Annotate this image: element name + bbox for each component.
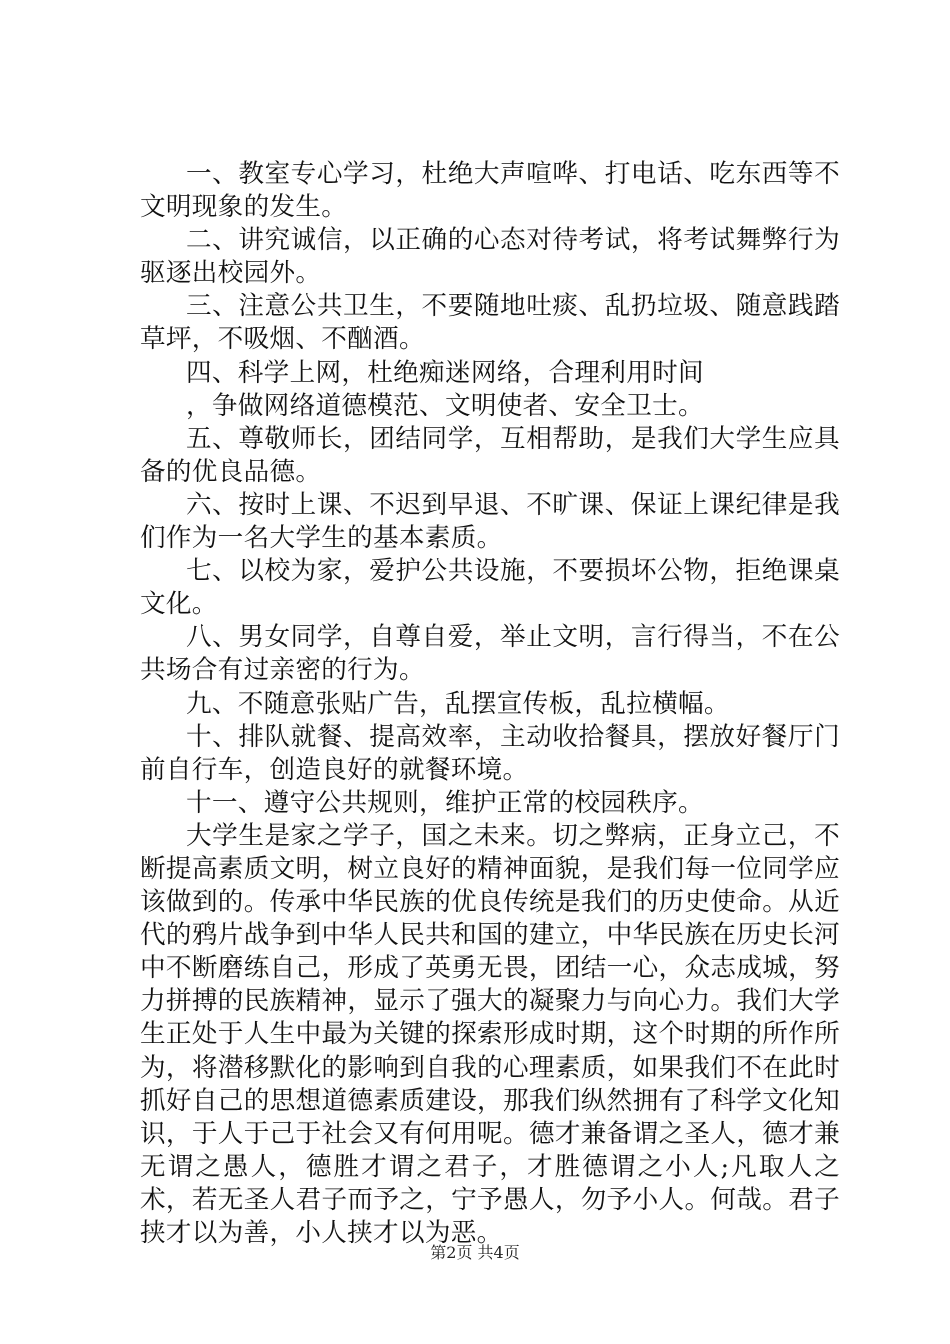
paragraph-rule-5: 五、尊敬师长，团结同学，互相帮助，是我们大学生应具备的优良品德。: [140, 423, 840, 487]
paragraph-rule-2: 二、讲究诚信，以正确的心态对待考试，将考试舞弊行为驱逐出校园外。: [140, 225, 840, 289]
paragraph-rule-7: 七、以校为家，爱护公共设施，不要损坏公物，拒绝课桌文化。: [140, 556, 840, 620]
page-number-footer: 第2页 共4页: [430, 1243, 520, 1262]
paragraph-rule-9: 九、不随意张贴广告，乱摆宣传板，乱拉横幅。: [186, 688, 730, 719]
document-body: [140, 158, 840, 1250]
paragraph-rule-10: 十、排队就餐、提高效率，主动收拾餐具，摆放好餐厅门前自行车，创造良好的就餐环境。: [140, 721, 840, 785]
paragraph-rule-6: 六、按时上课、不迟到早退、不旷课、保证上课纪律是我们作为一名大学生的基本素质。: [140, 489, 840, 554]
paragraph-essay: 大学生是家之学子，国之未来。切之弊病，正身立己，不断提高素质文明，树立良好的精神面貌，是我们每一位同学应该做到的。传承中华民族的优良传统是我们的历史使命。从近代的鸦片战争到中华人民共和国的建立，中华民族在历史长河中不断磨练自己，形成了英勇无畏，团结一心，众志成城，努力拼搏的民族精神，显示了强大的凝聚力与向心力。我们大学生正处于人生中最为关键的探索形成时期，这个时期的所作所为，将潜移默化的影响到自我的心理素质，如果我们不在此时抓好自己的思想道德素质建设，那我们纵然拥有了科学文化知识，于人于己于社会又有何用呢。德才兼备谓之圣人，德才兼无谓之愚人，德胜才谓之君子，才胜德谓之小人;凡取人之术，若无圣人君子而予之，宁予愚人，勿予小人。何哉。君子挟才以为善，小人挟才以为恶。: [140, 820, 840, 1248]
paragraph-rule-11: 十一、遵守公共规则，维护正常的校园秩序。: [186, 787, 704, 818]
paragraph-rule-1: 一、教室专心学习，杜绝大声喧哗、打电话、吃东西等不文明现象的发生。: [140, 159, 840, 223]
paragraph-rule-8: 八、男女同学，自尊自爱，举止文明，言行得当，不在公共场合有过亲密的行为。: [140, 622, 840, 686]
paragraph-rule-4: 四、科学上网，杜绝痴迷网络，合理利用时间: [186, 357, 704, 388]
paragraph-rule-4-continued: ，争做网络道德模范、文明使者、安全卫士。: [186, 390, 704, 421]
paragraph-rule-3: 三、注意公共卫生，不要随地吐痰、乱扔垃圾、随意践踏草坪，不吸烟、不酗酒。: [140, 291, 840, 355]
